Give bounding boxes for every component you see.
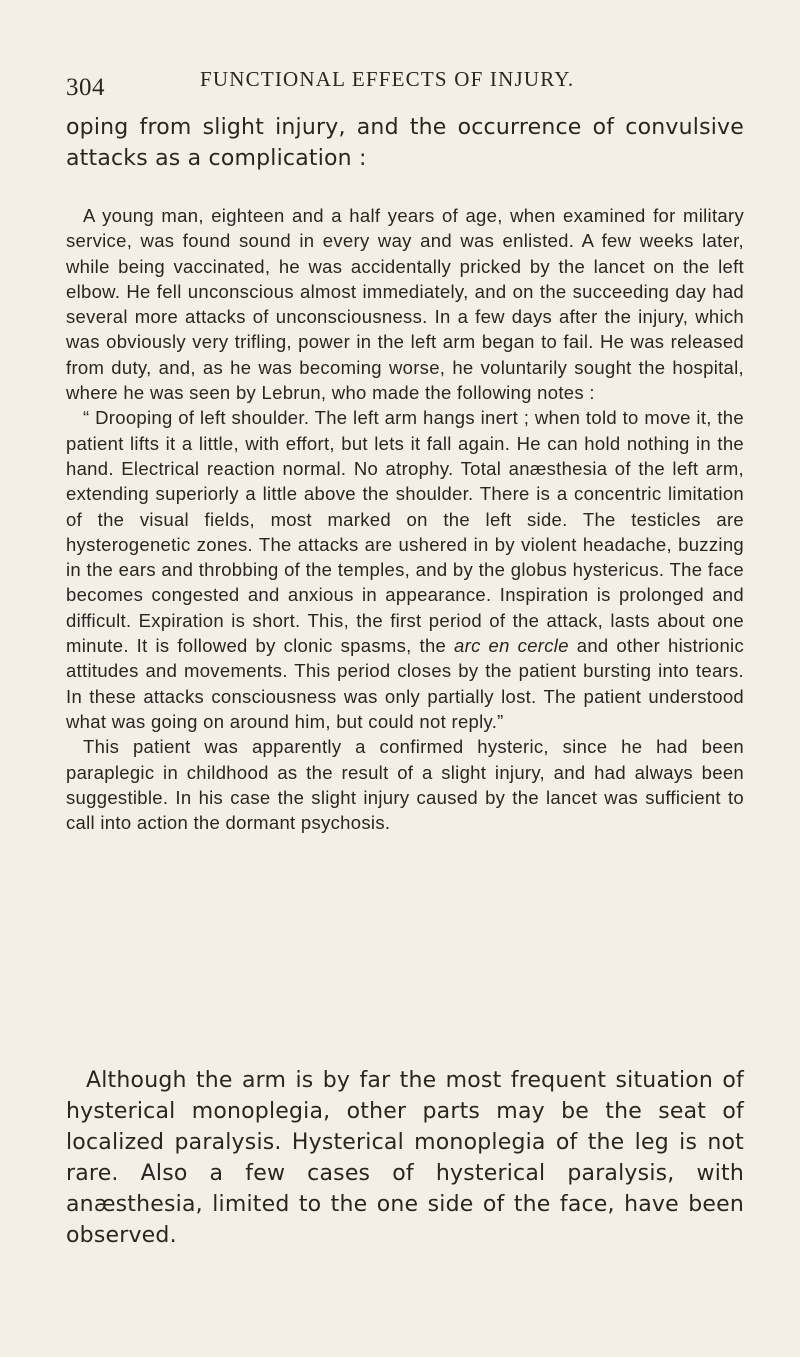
case-paragraph-2 — [66, 405, 744, 734]
lead-paragraph — [66, 112, 744, 174]
case-paragraph-3: This patient was apparently a confirmed hysteric, since he had been paraplegic in childhood as the result of a slight injury, and had always been suggestible. In his case the slight injury caused by the lancet was sufficient to call into action the dormant psychosis. — [66, 736, 744, 834]
case-paragraph-2-continuation: and other histrionic attitudes and movements. This period closes by the patient bursting into tears. In these attacks consciousness was only partially lost. The patient understood what was going on around him, but could not reply.” — [66, 635, 744, 732]
case-paragraph-1: A young man, eighteen and a half years of age, when examined for military service, was found sound in every way and was enlisted. A few weeks later, while being vaccinated, he was accidentally pricked by the lancet on the left elbow. He fell unconscious almost immediately, and on the succeeding day had several more attacks of unconsciousness. In a few days after the injury, which was obviously very trifling, power in the left arm began to fail. He was released from duty, and, as he was becoming worse, he voluntarily sought the hospital, where he was seen by Lebrun, who made the following notes : — [66, 205, 744, 404]
closing-text: Although the arm is by far the most frequent situation of hysterical monoplegia, other parts may be the seat of localized paralysis. Hysterical monoplegia of the leg is not rare. Also a few cases of hysterical paralysis, with anæsthesia, limited to the one side of the face, have been observed. — [66, 1068, 744, 1248]
italic-phrase: arc en cercle — [454, 635, 569, 657]
page-number: 304 — [66, 74, 105, 101]
lead-text: oping from slight injury, and the occurrence of convulsive attacks as a complication : — [66, 115, 744, 171]
running-head: FUNCTIONAL EFFECTS OF INJURY. — [200, 67, 575, 91]
case-report — [66, 203, 744, 835]
closing-paragraph — [66, 1065, 744, 1251]
case-paragraph-2-text: “ Drooping of left shoulder. The left arm hangs inert ; when told to move it, the patient lifts it a little, with effort, but lets it fall again. He can hold nothing in the hand. Electrical reaction normal. No atrophy. Total anæsthesia of the left arm, extending superiorly a little above the shoulder. There is a concentric limitation of the visual fields, most marked on the left side. The testicles are hysterogenetic zones. The attacks are ushered in by violent headache, buzzing in the ears and throbbing of the temples, and by the globus hystericus. The face becomes congested and anxious in appearance. Inspiration is prolonged and difficult. Expiration is short. This, the first period of the attack, lasts about one minute. It is followed by clonic spasms, the — [66, 407, 744, 657]
